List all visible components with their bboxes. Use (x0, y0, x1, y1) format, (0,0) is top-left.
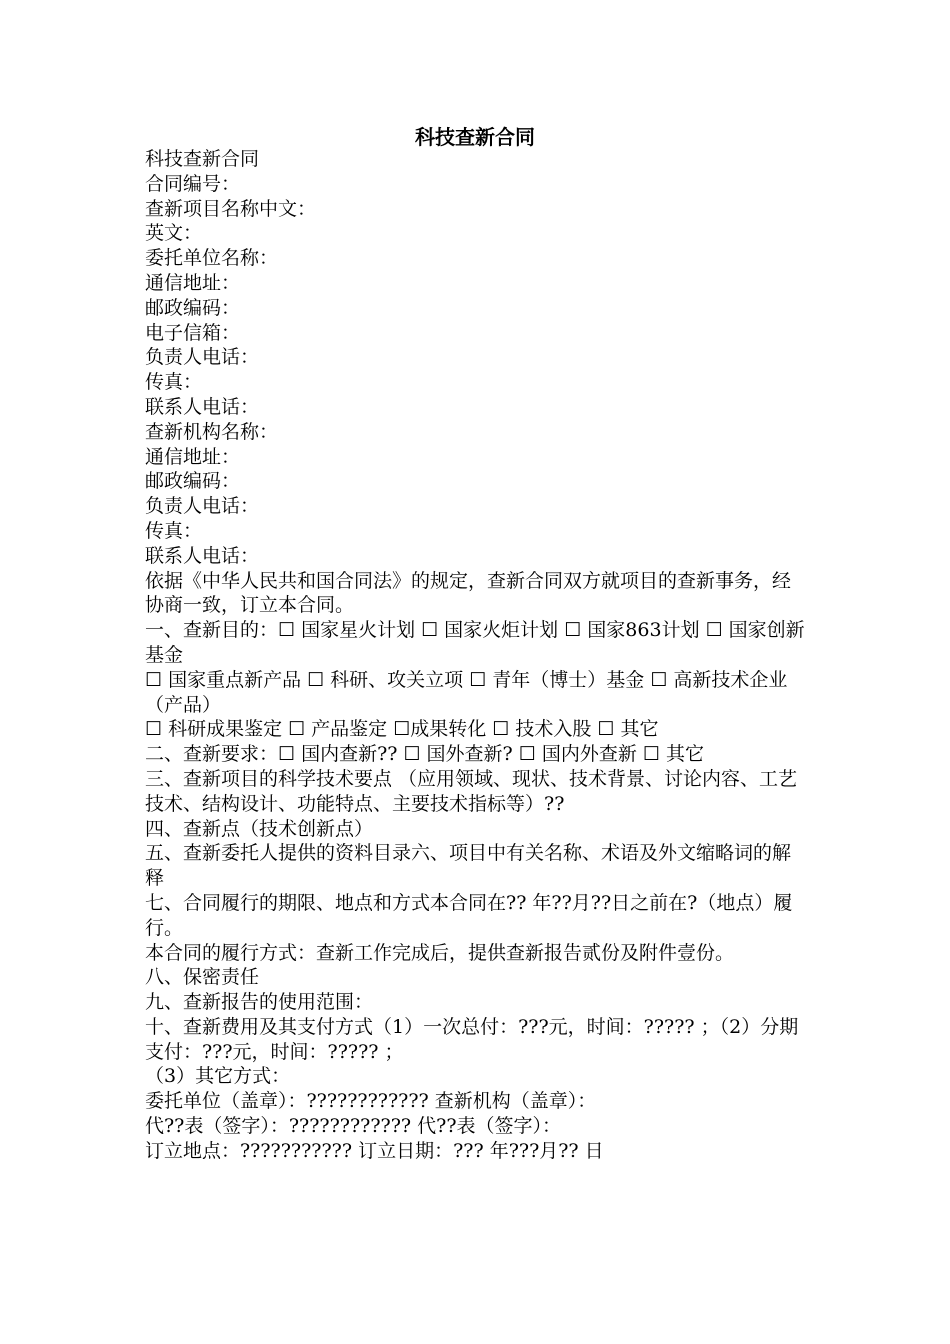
section-8-confidentiality: 八、保密责任 (145, 966, 260, 989)
client-contact-phone-line: 联系人电话： (145, 395, 260, 418)
agency-contact-phone-line: 联系人电话： (145, 544, 260, 567)
client-fax-line: 传真： (145, 371, 203, 394)
contract-number-line: 合同编号： (145, 172, 241, 195)
agency-fax-line: 传真： (145, 519, 203, 542)
project-name-cn-line: 查新项目名称中文： (145, 197, 317, 220)
section-7-term: 七、合同履行的期限、地点和方式本合同在?? 年??月??日之前在?（地点）履行。 (145, 891, 793, 939)
section-1-purpose-cont-2: ☐ 科研成果鉴定 ☐ 产品鉴定 ☐成果转化 ☐ 技术入股 ☐ 其它 (145, 718, 659, 741)
section-4-novelty-points: 四、查新点（技术创新点） (145, 817, 374, 840)
agency-manager-phone-line: 负责人电话： (145, 495, 260, 518)
section-5-6-materials: 五、查新委托人提供的资料目录六、项目中有关名称、术语及外文缩略词的解释 (145, 842, 792, 890)
section-10-fees: 十、查新费用及其支付方式（1）一次总付：???元，时间：????? ；（2）分期支付：???元，时间：????? ； (145, 1015, 799, 1063)
section-1-purpose-cont-1: ☐ 国家重点新产品 ☐ 科研、攻关立项 ☐ 青年（博士）基金 ☐ 高新技术企业（产品） (145, 668, 788, 716)
project-name-en-line: 英文： (145, 222, 203, 245)
section-10-other-method: （3）其它方式： (145, 1065, 291, 1088)
agency-address-line: 通信地址： (145, 445, 241, 468)
agency-name-line: 查新机构名称： (145, 420, 279, 443)
section-2-requirements: 二、查新要求：☐ 国内查新?? ☐ 国外查新? ☐ 国内外查新 ☐ 其它 (145, 743, 704, 766)
client-name-line: 委托单位名称： (145, 247, 279, 270)
client-email-line: 电子信箱： (145, 321, 241, 344)
client-manager-phone-line: 负责人电话： (145, 346, 260, 369)
document-body (145, 147, 809, 1164)
section-1-purpose: 一、查新目的：☐ 国家星火计划 ☐ 国家火炬计划 ☐ 国家863计划 ☐ 国家创新基金 (145, 619, 805, 666)
signing-place-date-line: 订立地点：??????????? 订立日期：??? 年???月?? 日 (145, 1139, 604, 1162)
preamble-paragraph: 依据《中华人民共和国合同法》的规定，查新合同双方就项目的查新事务，经协商一致，订立本合同。 (145, 569, 792, 617)
agency-postcode-line: 邮政编码： (145, 470, 241, 493)
document-title: 科技查新合同 (415, 125, 535, 149)
heading-line: 科技查新合同 (145, 148, 260, 170)
section-7-method: 本合同的履行方式：查新工作完成后，提供查新报告贰份及附件壹份。 (145, 941, 735, 964)
signature-seal-line: 委托单位（盖章）：???????????? 查新机构（盖章）： (145, 1090, 597, 1113)
signature-representative-line: 代??表（签字）：???????????? 代??表（签字）： (145, 1115, 562, 1138)
client-address-line: 通信地址： (145, 271, 241, 294)
client-postcode-line: 邮政编码： (145, 296, 241, 319)
section-3-key-points: 三、查新项目的科学技术要点 （应用领域、现状、技术背景、讨论内容、工艺技术、结构设计、功能特点、主要技术指标等）?? (145, 767, 798, 815)
section-9-usage-scope: 九、查新报告的使用范围： (145, 991, 374, 1014)
